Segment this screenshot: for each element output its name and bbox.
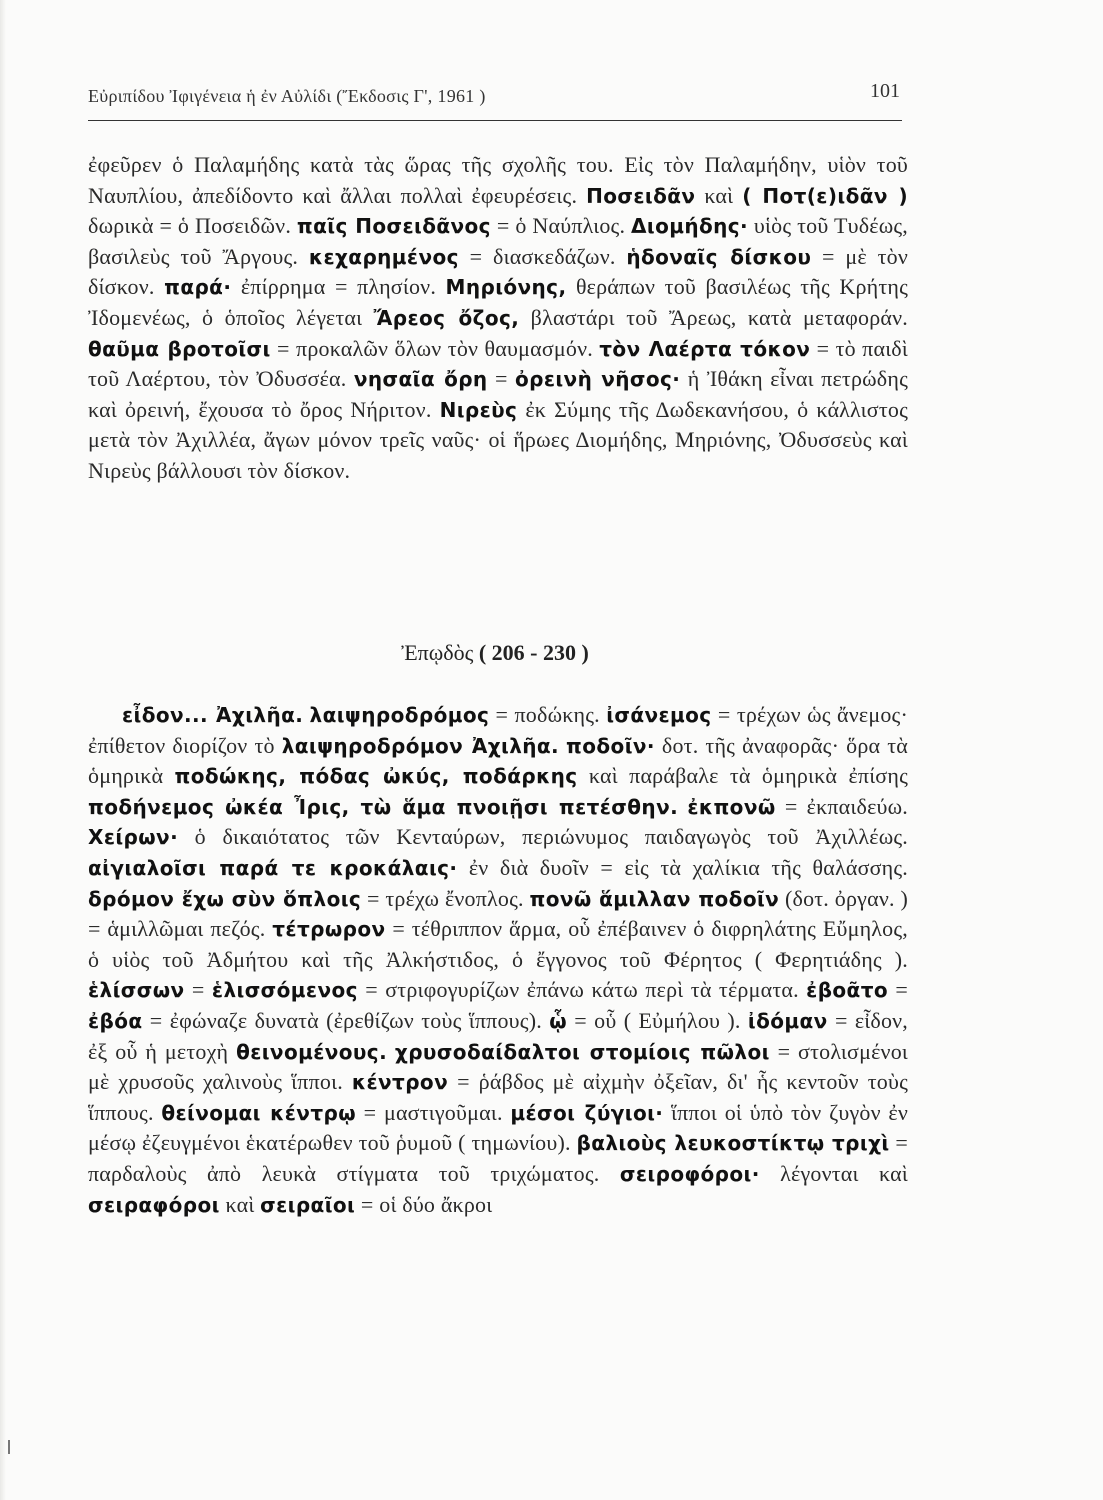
lemma-term: πονῶ ἅμιλλαν ποδοῖν (529, 886, 780, 911)
lemma-term: λαιψηροδρόμον Ἀχιλῆα. (281, 733, 560, 758)
lemma-term: εἶδον... Ἀχιλῆα. (122, 703, 304, 727)
lemma-term: ἐβόα (88, 1008, 143, 1033)
gloss-text: = παρδαλοὺς ἀπὸ λευκὰ στίγματα τοῦ τριχώματος. (88, 1130, 908, 1186)
lemma-term: σειραφόροι (88, 1192, 220, 1217)
gloss-text: ἐπίρρημα = πλησίον. (231, 274, 446, 300)
gloss-text: καὶ παράβαλε τὰ ὁμηρικὰ ἐπίσης (577, 763, 908, 789)
gloss-text: = τρέχω ἔνοπλος. (361, 885, 530, 911)
paragraph-text (88, 700, 908, 1220)
gloss-text: = στολισμένοι μὲ χρυσοῦς χαλινοὺς ἵπποι. (88, 1038, 909, 1095)
lemma-term: δρόμον ἔχω σὺν ὅπλοις (88, 886, 362, 911)
section-heading-range: ( 206 - 230 ) (478, 640, 589, 665)
gloss-text: ἵπποι οἱ ὑπὸ τὸν ζυγὸν ἐν μέσῳ ἐζευγμένοι ἑκατέρωθεν τοῦ ῥυμοῦ ( τημωνίου). (88, 1099, 909, 1156)
gloss-text: ὁ δικαιότατος τῶν Κενταύρων, περιώνυμος παιδαγωγὸς τοῦ Ἀχιλλέως. (178, 824, 908, 850)
lemma-term: Διομήδης· (631, 214, 749, 239)
lemma-term: ᾧ (549, 1008, 567, 1033)
lemma-term: Ποσειδᾶν (586, 183, 696, 208)
commentary-paragraph-1 (88, 150, 908, 487)
gloss-text: = ὁ Ναύπλιος. (490, 213, 632, 239)
lemma-term: ἰσάνεμος (606, 703, 712, 727)
lemma-term: βαλιοὺς λευκοστίκτῳ τριχὶ (576, 1131, 890, 1156)
gloss-text: ἡ Ἰθάκη εἶναι πετρώδης καὶ ὀρεινή, ἔχουσα τὸ ὄρος Νήριτον. (88, 366, 908, 422)
lemma-term: ἐβοᾶτο (806, 978, 889, 1003)
lemma-term: Νιρεὺς (439, 397, 518, 422)
lemma-term: ὀρεινὴ νῆσος· (514, 367, 681, 392)
gloss-text: (δοτ. ὀργαν. ) = ἁμιλλῶμαι πεζός. (88, 885, 908, 942)
gloss-text: = εἶδον, ἐξ οὗ ἡ μετοχὴ (88, 1007, 908, 1064)
gloss-text: = στριφογυρίζων ἐπάνω κάτω περὶ τὰ τέρματα. (357, 977, 807, 1003)
page-number: 101 (870, 80, 900, 102)
paragraph-text (88, 150, 908, 487)
lemma-term: Χείρων· (88, 825, 179, 850)
lemma-term: ποδώκης, πόδας ὠκύς, ποδάρκης (174, 764, 578, 789)
gloss-text: = τέθριππον ἅρμα, οὗ ἐπέβαινεν ὁ διφρηλάτης Εὔμηλος, ὁ υἱὸς τοῦ Ἀδμήτου καὶ τῆς Ἀλκήστιδος, ὁ ἔγγονος τοῦ Φέρητος ( Φερητιάδης ). (88, 916, 908, 972)
running-header (88, 80, 902, 121)
lemma-term: τέτρωρον (272, 917, 386, 942)
lemma-term: θείνομαι κέντρῳ (161, 1100, 356, 1125)
gloss-text: λέγονται καὶ (759, 1160, 908, 1186)
gloss-text: = ἐκπαιδεύω. (775, 793, 908, 819)
gloss-text: δωρικὰ = ὁ Ποσειδῶν. (88, 213, 297, 239)
lemma-term: ( Ποτ(ε)ιδᾶν ) (742, 183, 908, 208)
lemma-term: νησαῖα ὄρη (353, 367, 488, 392)
lemma-term: παῖς Ποσειδᾶνος (296, 214, 491, 239)
gloss-text (678, 794, 687, 819)
lemma-term: κέντρον (351, 1070, 449, 1095)
commentary-paragraph-2 (88, 700, 908, 1220)
section-heading (88, 640, 902, 666)
gloss-text: = ῥάβδος μὲ αἰχμὴν ὀξεῖαν, δι' ἧς κεντοῦν τοὺς ἵππους. (88, 1069, 908, 1125)
gloss-text: = μαστιγοῦμαι. (355, 1099, 511, 1125)
gloss-text: θεράπων τοῦ βασιλέως τῆς Κρήτης Ἰδομενέως, ὁ ὁποῖος λέγεται (88, 274, 909, 330)
lemma-term: τὸν Λαέρτα τόκον (599, 336, 811, 361)
gloss-text: ἐν διὰ δυοῖν = εἰς τὰ χαλίκια τῆς θαλάσσης. (457, 854, 909, 880)
lemma-term: ἑλισσόμενος (211, 978, 358, 1003)
lemma-term: μέσοι ζύγιοι· (510, 1100, 664, 1125)
gloss-text (387, 1039, 395, 1064)
lemma-term: θεινομένους. (236, 1039, 388, 1064)
gloss-text: = οἱ δύο ἄκροι (355, 1191, 493, 1217)
lemma-term: λαιψηροδρόμος (309, 703, 490, 727)
lemma-term: ἑλίσσων (88, 978, 185, 1003)
header-title: Εὐριπίδου Ἰφιγένεια ἡ ἐν Αὐλίδι (Ἔκδοσις Γ', 1961 ) (88, 86, 486, 106)
gloss-text: δοτ. τῆς ἀναφορᾶς· ὅρα τὰ ὁμηρικὰ (88, 732, 909, 789)
gloss-text: = προκαλῶν ὅλων τὸν θαυμασμόν. (270, 335, 600, 361)
lemma-term: κεχαρημένος (308, 244, 459, 269)
gloss-text: = τρέχων ὡς ἄνεμος· ἐπίθετον διορίζον τὸ (88, 702, 908, 758)
gloss-text: βλαστάρι τοῦ Ἄρεως, κατὰ μεταφοράν. (519, 304, 908, 330)
section-heading-prefix: Ἐπῳδὸς (401, 640, 474, 665)
lemma-term: παρά· (164, 275, 232, 300)
gloss-text: = τὸ παιδὶ τοῦ Λαέρτου, τὸν Ὀδυσσέα. (88, 335, 908, 392)
lemma-term: Ἄρεος ὄζος, (373, 305, 520, 330)
gloss-text (559, 733, 566, 758)
lemma-term: ποδήνεμος ὠκέα Ἶρις, τὼ ἅμα πνοιῇσι πετέσθην. (88, 794, 679, 819)
gloss-text: ἐφεῦρεν ὁ Παλαμήδης κατὰ τὰς ὥρας τῆς σχολῆς του. Εἰς τὸν Παλαμήδην, υἱὸν τοῦ Ναυπλίου, ἀπεδίδοντο καὶ ἄλλαι πολλαὶ ἐφευρέσεις. (88, 152, 908, 208)
lemma-term: ἰδόμαν (747, 1008, 828, 1033)
lemma-term: Μηριόνης, (445, 275, 567, 300)
lemma-term: ἐκπονῶ (687, 794, 776, 819)
gloss-text: καὶ (219, 1191, 261, 1217)
gloss-text: = (888, 977, 909, 1003)
gloss-text: υἱὸς τοῦ Τυδέως, βασιλεὺς τοῦ Ἄργους. (88, 213, 908, 269)
lemma-term: ποδοῖν· (566, 733, 655, 758)
lemma-term: σειροφόροι· (619, 1161, 760, 1186)
margin-mark (8, 1440, 10, 1454)
lemma-term: σειραῖοι (260, 1192, 356, 1217)
gloss-text: = ποδώκης. (489, 702, 607, 727)
lemma-term: αἰγιαλοῖσι παρά τε κροκάλαις· (88, 855, 458, 880)
gloss-text: = (487, 366, 515, 392)
gloss-text: = (184, 977, 212, 1003)
lemma-term: θαῦμα βροτοῖσι (88, 336, 271, 361)
gloss-text: = μὲ τὸν δίσκον. (88, 243, 909, 300)
gloss-text: ἐκ Σύμης τῆς Δωδεκανήσου, ὁ κάλλιστος μετὰ τὸν Ἀχιλλέα, ἄγων μόνον τρεῖς ναῦς· οἱ ἥρωες Διομήδης, Μηριόνης, Ὀδυσσεὺς καὶ Νιρεὺς βάλλουσι τὸν δίσκον. (88, 396, 908, 483)
scan-edge-shadow (0, 0, 6, 1500)
gloss-text: = ἐφώναζε δυνατὰ (ἐρεθίζων τοὺς ἵππους). (142, 1007, 550, 1033)
lemma-term: χρυσοδαίδαλτοι στομίοις πῶλοι (394, 1039, 770, 1064)
gloss-text: = διασκεδάζων. (458, 243, 627, 269)
gloss-text: καὶ (695, 182, 743, 208)
gloss-text: = οὗ ( Εὐμήλου ). (567, 1007, 748, 1033)
lemma-term: ἡδοναῖς δίσκου (626, 244, 812, 269)
